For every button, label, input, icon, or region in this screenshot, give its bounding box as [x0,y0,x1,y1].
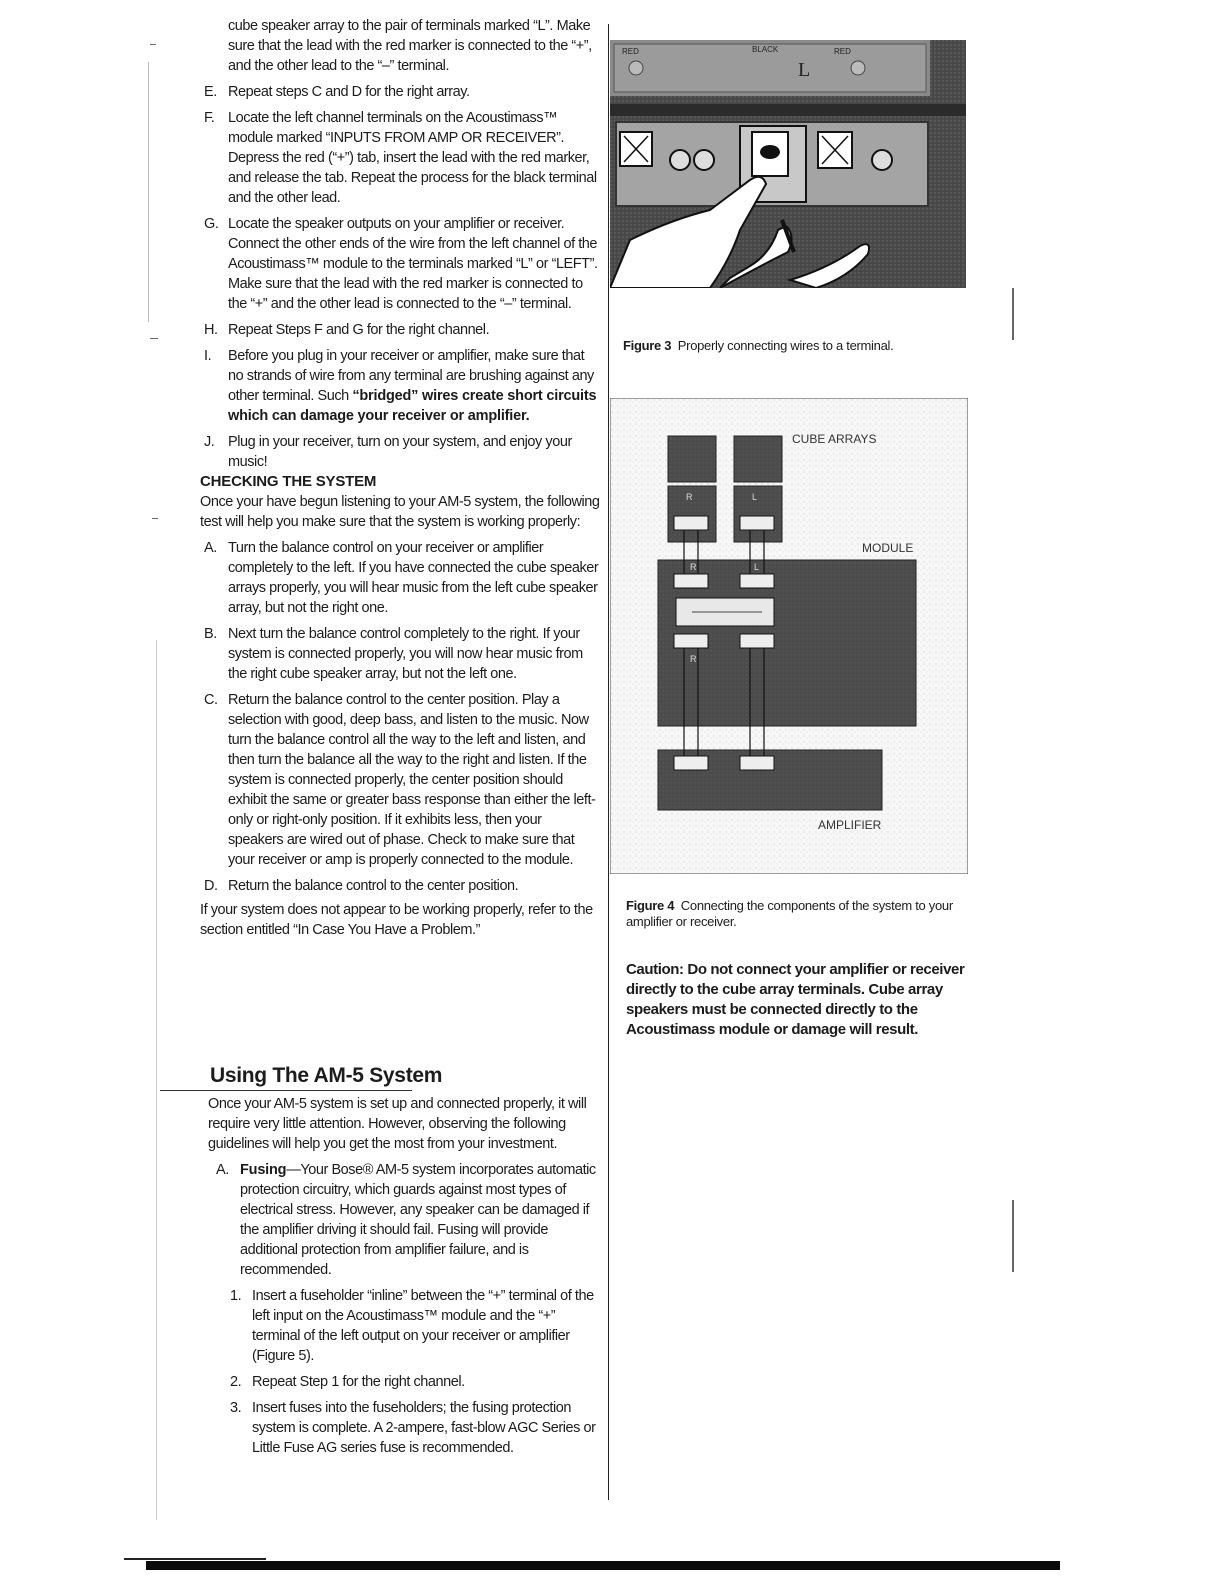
using-intro: Once your AM-5 system is set up and connected properly, it will require very little attention. However, observing the following guidelines will help you get the most from your investment. [208,1096,587,1152]
step-i [200,346,600,426]
fusing-substep-3 [208,1398,600,1458]
scan-mark [150,44,156,45]
figure-4-wiring-diagram [610,398,968,874]
step-label: B. [204,626,217,642]
checking-closing: If your system does not appear to be working properly, refer to the section entitled “In Case You Have a Problem.” [200,902,593,938]
title-rule [160,1090,412,1091]
fusing-substep-1 [208,1286,600,1366]
scan-mark [148,62,149,322]
step-text: Return the balance control to the center position. Play a selection with good, deep bass, and listen to the music. Now turn the balance control all the way to the left and listen, and then turn the balance all the way to the right and listen. If the system is connected properly, the center position should exhibit the same or greater bass response than either the left-only or right-only position. If it exhibits less, then your speakers are wired out of phase. Check to make sure that your receiver or amp is properly connected to the module. [228,692,596,868]
scan-mark [1012,1200,1014,1272]
cube-terminal [740,516,774,530]
module-speaker-terminal [740,574,774,588]
step-text: Next turn the balance control completely to the right. If your system is connected properly, you will now hear music from the right cube speaker array, but not the left one. [228,626,583,682]
substep-text: Insert fuses into the fuseholders; the fusing protection system is complete. A 2-ampere, fast-blow AGC Series or Little Fuse AG series fuse is recommended. [252,1400,596,1456]
cube-arrays-label: CUBE ARRAYS [792,432,877,446]
check-step-d [200,876,600,896]
step-label: F. [204,110,215,126]
bridged-warning: “bridged” wires create short circuits which can damage your receiver or amplifier. [228,388,597,424]
step-label: H. [204,322,218,338]
terminal-knob [851,61,865,75]
step-text: Repeat steps C and D for the right array. [228,84,470,100]
caption-text: Properly connecting wires to a terminal. [677,338,894,353]
checking-intro: Once your have begun listening to your AM-5 system, the following test will help you make sure that the system is working properly: [200,494,600,530]
scan-mark [152,518,158,519]
fusing-step [208,1160,600,1280]
step-text: Repeat Steps F and G for the right channel. [228,322,490,338]
substep-label: 3. [230,1400,242,1416]
terminal-knob [629,61,643,75]
module-label: MODULE [862,541,914,555]
cube-left-label: L [752,492,758,502]
step-f [200,108,600,208]
step-text: Locate the speaker outputs on your amplifier or receiver. Connect the other ends of the wire from the left channel of the Acoustimass™ module to the terminals marked “L” or “LEFT”. Make sure that the lead with the red marker is connected to the “+” and the other lead is connected to the “–” terminal. [228,216,598,312]
red-label: RED [622,47,639,56]
step-label: E. [204,84,217,100]
caption-label: Figure 4 [626,898,675,913]
step-text: Before you plug in your receiver or amplifier, make sure that no strands of wire from any terminal are brushing against any other terminal. Such [228,348,594,404]
amplifier-terminal [740,756,774,770]
amplifier-label: AMPLIFIER [818,818,882,832]
module-right-label: R [690,562,697,572]
checking-heading: CHECKING THE SYSTEM [200,473,377,490]
substep-label: 2. [230,1374,242,1390]
figure-4-caption [626,898,966,930]
module-speaker-terminal [674,574,708,588]
caution-notice: Caution: Do not connect your amplifier or receiver directly to the cube array terminals. Cube array speakers must be connected directly to the Acoustimass module or damage will result. [626,961,965,1038]
bottom-rule [124,1558,266,1560]
step-label: C. [204,692,218,708]
step-j [200,432,600,472]
step-label: G. [204,216,219,232]
substep-label: 1. [230,1288,242,1304]
check-step-b [200,624,600,684]
module-input-terminal [740,634,774,648]
step-label: J. [204,434,215,450]
module-left-label: L [754,562,760,572]
scan-mark [1012,288,1014,340]
substep-text: Repeat Step 1 for the right channel. [252,1374,465,1390]
step-text: Return the balance control to the center position. [228,878,519,894]
scan-mark [156,640,157,1520]
check-step-c [200,690,600,870]
continuation-text: cube speaker array to the pair of terminals marked “L”. Make sure that the lead with the red marker is connected to the “+”, and the other lead to the “–” terminal. [228,18,592,74]
step-text: Plug in your receiver, turn on your system, and enjoy your music! [228,434,572,470]
module-input-right-label: R [690,654,697,664]
step-text: Locate the left channel terminals on the Acoustimass™ module marked “INPUTS FROM AMP OR RECEIVER”. Depress the red (“+”) tab, insert the lead with the red marker, and release the tab. Repeat the process for the black terminal and the other lead. [228,110,597,206]
fusing-substep-2 [208,1372,600,1392]
step-label: A. [216,1162,229,1178]
step-text: Turn the balance control on your receiver or amplifier completely to the left. If you have connected the cube speaker arrays properly, you will hear music from the left cube speaker array, but not the right one. [228,540,599,616]
step-g [200,214,600,314]
caption-label: Figure 3 [623,338,672,353]
left-cube-array [668,436,716,482]
step-label: D. [204,878,218,894]
cube-right-label: R [686,492,693,502]
bottom-bar [146,1561,1060,1570]
section-title: Using The AM-5 System [210,1064,443,1087]
column-divider [608,24,609,1500]
amplifier-terminal [674,756,708,770]
figure-3-terminal-illustration [610,40,966,288]
terminal-screw [872,150,892,170]
cube-terminal [674,516,708,530]
red-label-2: RED [834,47,851,56]
scan-mark [150,338,158,339]
step-label: A. [204,540,217,556]
l-label: L [798,59,811,81]
step-text: —Your Bose® AM-5 system incorporates automatic protection circuitry, which guards against most types of electrical stress. However, any speaker can be damaged if the amplifier driving it should fail. Fusing will provide additional protection from amplifier failure, and is recommended. [240,1162,596,1278]
black-label: BLACK [752,45,779,54]
step-label: I. [204,348,212,364]
step-h [200,320,600,340]
figure-3-caption [623,338,893,353]
caption-text: Connecting the components of the system to your amplifier or receiver. [626,898,953,929]
substep-text: Insert a fuseholder “inline” between the “+” terminal of the left input on the Acoustimass™ module and the “+” terminal of the left output on your receiver or amplifier (Figure 5). [252,1288,594,1364]
terminal-screw [694,150,714,170]
fusing-term: Fusing [240,1162,287,1178]
step-e [200,82,600,102]
using-section [208,1094,600,1458]
right-cube-array [734,436,782,482]
left-column [200,16,600,940]
terminal-screw [670,150,690,170]
module-input-terminal [674,634,708,648]
check-step-a [200,538,600,618]
